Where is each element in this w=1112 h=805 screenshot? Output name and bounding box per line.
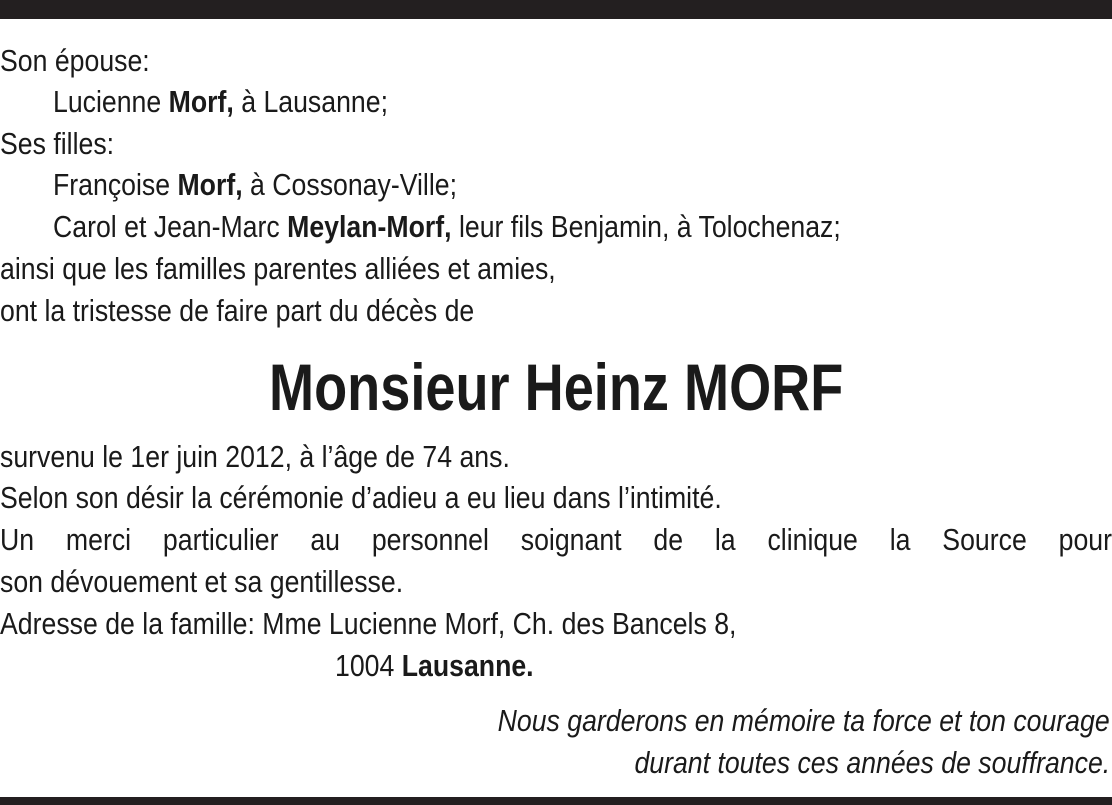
bottom-rule	[0, 797, 1112, 805]
daughter2-surname: Meylan-Morf,	[287, 209, 452, 244]
spouse-heading: Son épouse:	[0, 43, 150, 78]
thanks-line-2: son dévouement et sa gentillesse.	[0, 564, 404, 599]
epitaph-line-1: Nous garderons en mémoire ta force et ton courage	[497, 703, 1110, 738]
thanks-line-1: Un merci particulier au personnel soignant de la clinique la Source pour	[0, 522, 1112, 557]
daughters-heading: Ses filles:	[0, 126, 115, 161]
city-name: Lausanne.	[401, 648, 534, 683]
daughter2-line: Carol et Jean-Marc Meylan-Morf, leur fils Benjamin, à Tolochenaz;	[53, 209, 841, 244]
top-rule	[0, 0, 1112, 19]
relatives-line: ainsi que les familles parentes alliées et amies,	[0, 251, 556, 286]
spouse-line: Lucienne Morf, à Lausanne;	[53, 84, 388, 119]
announce-line: ont la tristesse de faire part du décès de	[0, 293, 475, 328]
epitaph-line-2: durant toutes ces années de souffrance.	[634, 745, 1110, 780]
address-line: Adresse de la famille: Mme Lucienne Morf, Ch. des Bancels 8,	[0, 606, 737, 641]
city-line: 1004 Lausanne.	[335, 648, 534, 683]
ceremony-line: Selon son désir la cérémonie d’adieu a eu lieu dans l’intimité.	[0, 480, 722, 515]
spouse-surname: Morf,	[168, 84, 234, 119]
death-line: survenu le 1er juin 2012, à l’âge de 74 ans.	[0, 439, 510, 474]
daughter1-line: Françoise Morf, à Cossonay-Ville;	[53, 167, 458, 202]
deceased-name: Monsieur Heinz MORF	[268, 350, 844, 424]
daughter1-surname: Morf,	[177, 167, 243, 202]
